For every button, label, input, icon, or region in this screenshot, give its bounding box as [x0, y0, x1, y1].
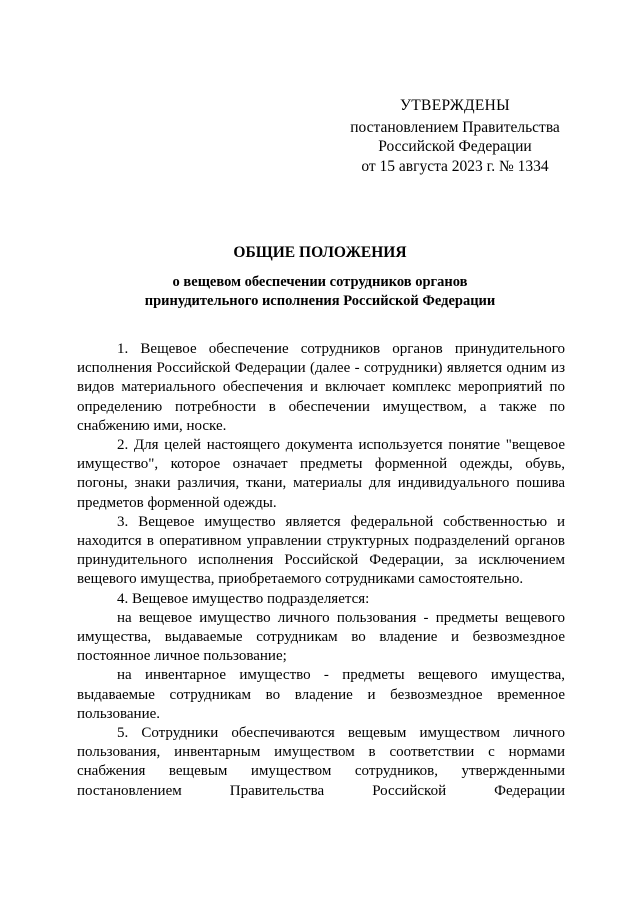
document-title-block: [0, 243, 640, 311]
document-body: [77, 340, 565, 801]
paragraph-5: 5. Сотрудники обеспечиваются вещевым имуществом личного пользования, инвентарным имуществом в соответствии с нормами снабжения вещевым имуществом сотрудников, утвержденными постановлением Правительства Российской Федерации: [77, 725, 565, 799]
document-subtitle-line-1: о вещевом обеспечении сотрудников органов: [172, 274, 468, 290]
approval-line-2: Российской Федерации: [378, 138, 532, 155]
approval-stamp: [330, 96, 580, 176]
paragraph-4-item-1: на вещевое имущество личного пользования - предметы вещевого имущества, выдаваемые сотрудникам во владение и безвозмездное постоянное личное пользование;: [77, 609, 565, 665]
paragraph-4: 4. Вещевое имущество подразделяется:: [117, 590, 370, 607]
paragraph-3: 3. Вещевое имущество является федеральной собственностью и находится в оперативном управлении структурных подразделений органов принудительного исполнения Российской Федерации, за исключением вещевого имущества, приобретаемого сотрудниками самостоятельно.: [77, 513, 565, 588]
paragraph-1: 1. Вещевое обеспечение сотрудников органов принудительного исполнения Российской Федерации (далее - сотрудники) является одним из видов материального обеспечения и включает комплекс мероприятий по определению потребности в обеспечении имуществом, а также по снабжению ими, носке.: [77, 341, 565, 434]
approval-line-1: постановлением Правительства: [350, 118, 560, 136]
document-title: ОБЩИЕ ПОЛОЖЕНИЯ: [233, 244, 407, 261]
approval-heading: УТВЕРЖДЕНЫ: [400, 97, 510, 114]
paragraph-4-item-2: на инвентарное имущество - предметы вещевого имущества, выдаваемые сотрудникам во владение и безвозмездное временное пользование.: [77, 667, 565, 722]
paragraph-2: 2. Для целей настоящего документа используется понятие "вещевое имущество", которое означает предметы форменной одежды, обувь, погоны, знаки различия, ткани, материалы для индивидуального пошива предметов форменной одежды.: [77, 437, 565, 511]
document-subtitle-line-2: принудительного исполнения Российской Федерации: [144, 293, 496, 309]
approval-line-3: от 15 августа 2023 г. № 1334: [361, 157, 549, 175]
